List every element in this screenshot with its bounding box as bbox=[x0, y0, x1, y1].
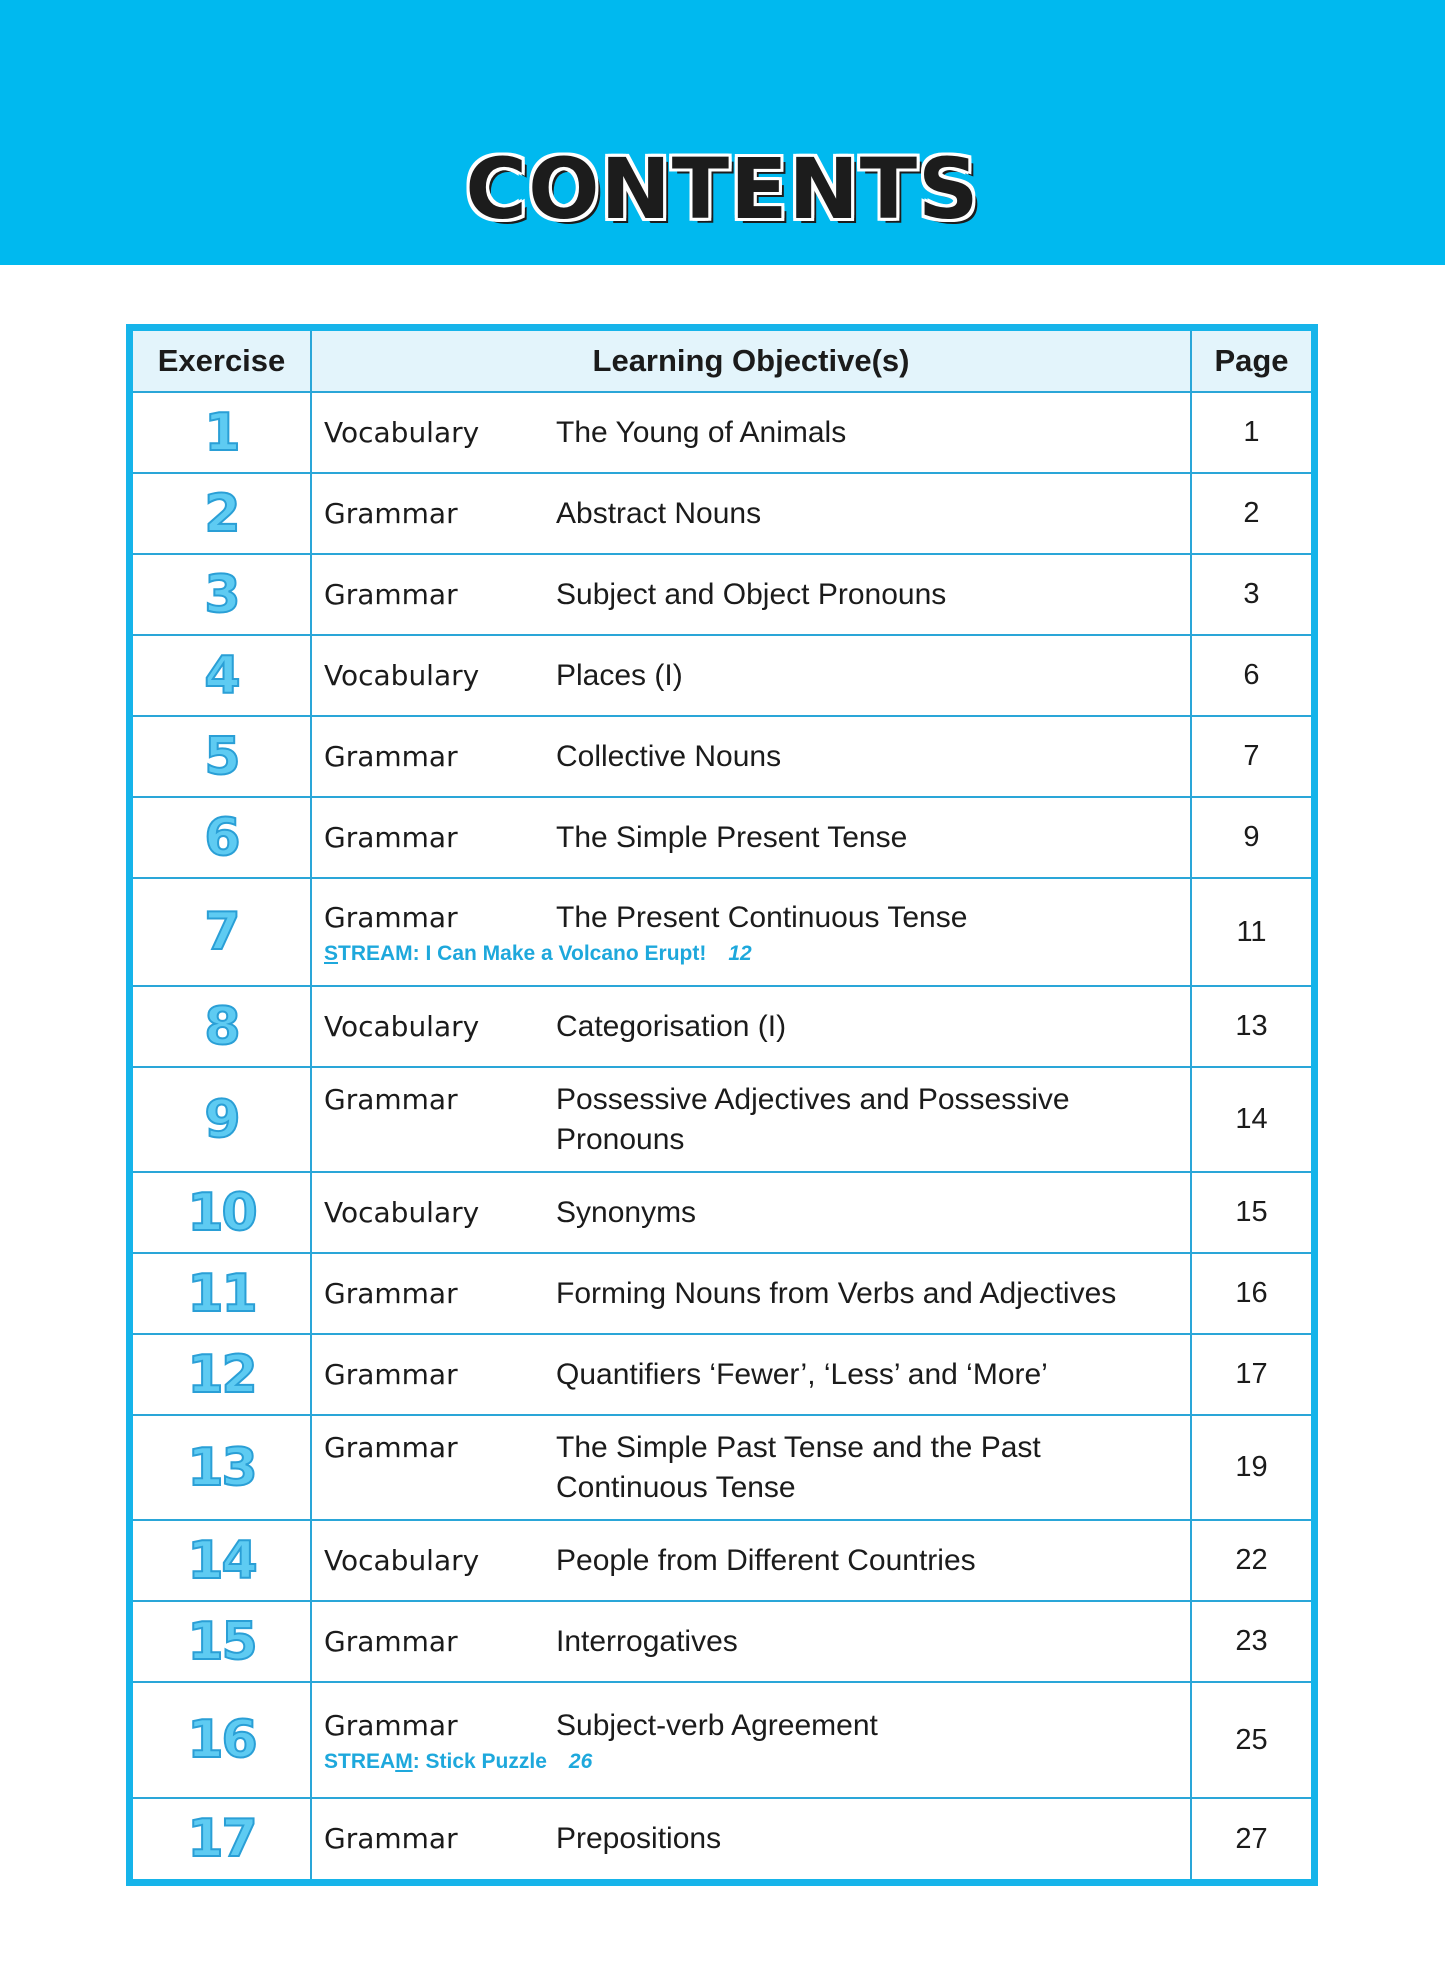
exercise-number: 7 bbox=[204, 902, 239, 962]
page-number: 9 bbox=[1191, 797, 1311, 878]
page-number: 27 bbox=[1191, 1798, 1311, 1879]
category-label: Grammar bbox=[324, 496, 458, 530]
topic-link[interactable]: People from Different Countries bbox=[556, 1543, 976, 1577]
stream-label: TREAM: I Can Make a Volcano Erupt! bbox=[338, 942, 707, 965]
table-row[interactable] bbox=[133, 392, 1311, 473]
topic-link[interactable]: Interrogatives bbox=[556, 1624, 738, 1658]
stream-page: 12 bbox=[728, 942, 752, 965]
table-row[interactable] bbox=[133, 716, 1311, 797]
table-row[interactable] bbox=[133, 1682, 1311, 1798]
table-row[interactable] bbox=[133, 986, 1311, 1067]
exercise-number: 15 bbox=[187, 1611, 256, 1672]
exercise-number: 2 bbox=[204, 483, 239, 544]
page-number: 15 bbox=[1191, 1172, 1311, 1253]
table-row[interactable] bbox=[133, 554, 1311, 635]
exercise-number: 3 bbox=[204, 564, 239, 625]
exercise-number: 1 bbox=[204, 402, 239, 463]
topic-link[interactable]: Subject and Object Pronouns bbox=[556, 577, 947, 611]
page-number: 17 bbox=[1191, 1334, 1311, 1415]
table-row[interactable] bbox=[133, 1520, 1311, 1601]
category-label: Grammar bbox=[324, 1709, 458, 1742]
stream-label-rest: : Stick Puzzle bbox=[412, 1750, 547, 1773]
category-label: Grammar bbox=[324, 1430, 458, 1464]
category-label: Grammar bbox=[324, 739, 458, 773]
exercise-number: 5 bbox=[204, 726, 239, 787]
header-page: Page bbox=[1191, 331, 1311, 392]
exercise-number: 13 bbox=[187, 1437, 256, 1498]
table-row[interactable] bbox=[133, 1172, 1311, 1253]
stream-page: 26 bbox=[568, 1750, 593, 1773]
table-row[interactable] bbox=[133, 878, 1311, 986]
topic-link[interactable]: Places (I) bbox=[556, 658, 683, 692]
exercise-number: 14 bbox=[187, 1530, 256, 1591]
category-label: Vocabulary bbox=[324, 415, 480, 449]
page-number: 14 bbox=[1191, 1067, 1311, 1172]
topic-link[interactable]: The Simple Present Tense bbox=[556, 820, 908, 854]
page-number: 25 bbox=[1191, 1682, 1311, 1798]
category-label: Vocabulary bbox=[324, 658, 480, 692]
topic-link[interactable]: Categorisation (I) bbox=[556, 1009, 787, 1043]
topic-link[interactable]: Subject-verb Agreement bbox=[556, 1709, 878, 1742]
topic-link[interactable]: Collective Nouns bbox=[556, 739, 782, 773]
category-label: Vocabulary bbox=[324, 1009, 480, 1043]
header-exercise: Exercise bbox=[133, 331, 311, 392]
exercise-number: 9 bbox=[204, 1089, 239, 1150]
page-number: 11 bbox=[1191, 878, 1311, 986]
page-number: 7 bbox=[1191, 716, 1311, 797]
exercise-number: 8 bbox=[204, 996, 239, 1057]
category-label: Grammar bbox=[324, 577, 458, 611]
topic-link[interactable]: Quantifiers ‘Fewer’, ‘Less’ and ‘More’ bbox=[556, 1357, 1048, 1391]
table-row[interactable] bbox=[133, 1253, 1311, 1334]
category-label: Grammar bbox=[324, 1357, 458, 1391]
stream-label: STREA bbox=[324, 1750, 396, 1773]
topic-link[interactable]: Possessive Adjectives and Possessive Pronouns bbox=[556, 1082, 1070, 1156]
topic-link[interactable]: Synonyms bbox=[556, 1195, 697, 1229]
category-label: Grammar bbox=[324, 1822, 458, 1855]
topic-link[interactable]: Abstract Nouns bbox=[556, 496, 762, 530]
stream-activity-link[interactable] bbox=[324, 1750, 1190, 1774]
exercise-number: 17 bbox=[187, 1809, 256, 1869]
stream-activity-link[interactable] bbox=[324, 942, 1190, 966]
page-number: 22 bbox=[1191, 1520, 1311, 1601]
page-number: 2 bbox=[1191, 473, 1311, 554]
page-number: 23 bbox=[1191, 1601, 1311, 1682]
page-number: 6 bbox=[1191, 635, 1311, 716]
exercise-number: 16 bbox=[187, 1710, 256, 1770]
category-label: Grammar bbox=[324, 1082, 458, 1116]
category-label: Grammar bbox=[324, 820, 458, 854]
exercise-number: 12 bbox=[187, 1344, 256, 1405]
category-label: Vocabulary bbox=[324, 1543, 480, 1577]
table-row[interactable] bbox=[133, 473, 1311, 554]
table-row[interactable] bbox=[133, 1415, 1311, 1520]
topic-link[interactable]: The Young of Animals bbox=[556, 415, 847, 449]
topic-link[interactable]: Prepositions bbox=[556, 1822, 722, 1855]
header-objective: Learning Objective(s) bbox=[311, 331, 1191, 392]
table-row[interactable] bbox=[133, 1601, 1311, 1682]
page-title: CONTENTS bbox=[465, 140, 980, 238]
topic-link[interactable]: The Simple Past Tense and the Past Continuous Tense bbox=[556, 1430, 1041, 1504]
category-label: Grammar bbox=[324, 901, 458, 934]
table-row[interactable] bbox=[133, 1334, 1311, 1415]
table-row[interactable] bbox=[133, 635, 1311, 716]
topic-link[interactable]: The Present Continuous Tense bbox=[556, 901, 968, 934]
page-number: 16 bbox=[1191, 1253, 1311, 1334]
table-header-row bbox=[133, 331, 1311, 392]
exercise-number: 11 bbox=[187, 1263, 256, 1324]
stream-letter-highlight: S bbox=[324, 942, 339, 965]
exercise-number: 10 bbox=[187, 1182, 256, 1243]
table-row[interactable] bbox=[133, 1067, 1311, 1172]
table-row[interactable] bbox=[133, 1798, 1311, 1879]
topic-link[interactable]: Forming Nouns from Verbs and Adjectives bbox=[556, 1276, 1117, 1310]
stream-letter-highlight: M bbox=[395, 1750, 413, 1773]
category-label: Grammar bbox=[324, 1624, 458, 1658]
exercise-number: 6 bbox=[204, 807, 239, 868]
category-label: Grammar bbox=[324, 1276, 458, 1310]
page-number: 19 bbox=[1191, 1415, 1311, 1520]
page-number: 13 bbox=[1191, 986, 1311, 1067]
page-number: 1 bbox=[1191, 392, 1311, 473]
table-row[interactable] bbox=[133, 797, 1311, 878]
page-number: 3 bbox=[1191, 554, 1311, 635]
contents-table bbox=[126, 324, 1318, 1886]
category-label: Vocabulary bbox=[324, 1195, 480, 1229]
exercise-number: 4 bbox=[204, 645, 239, 706]
